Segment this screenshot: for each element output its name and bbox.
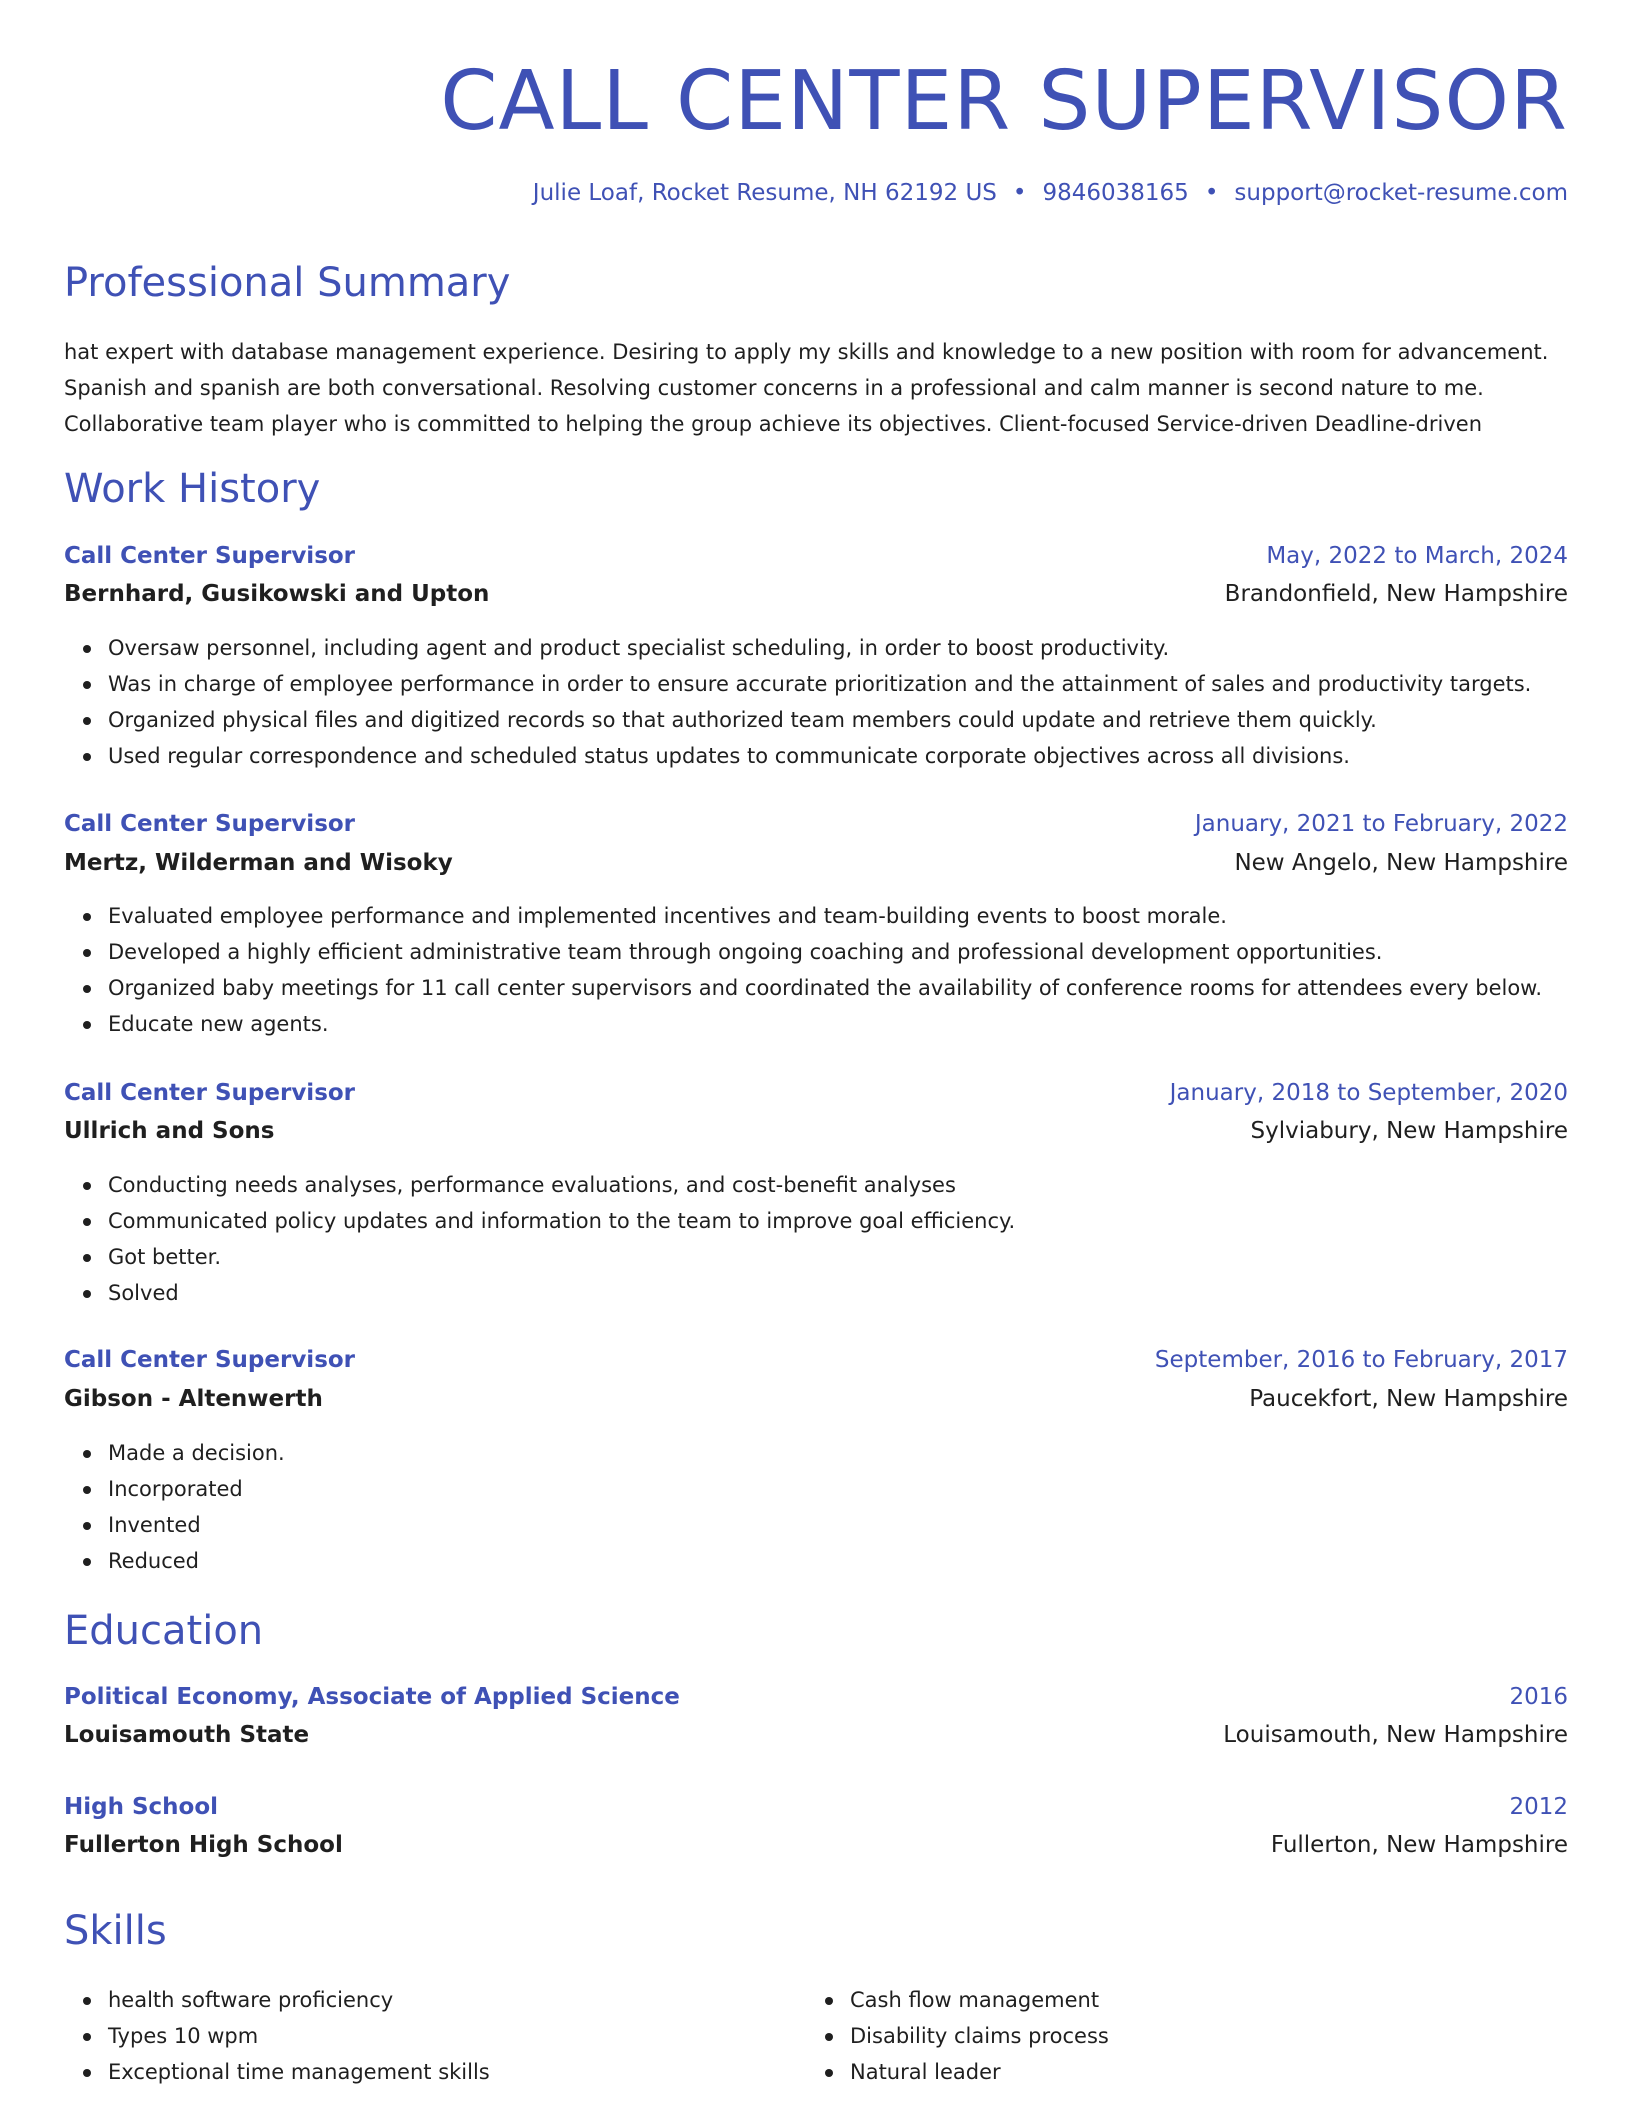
education-year: 2012 — [1509, 1794, 1568, 1820]
summary-line: Spanish and spanish are both conversational. Resolving customer concerns in a professional and calm manner is second nature to me. — [64, 376, 1484, 400]
job-dates: January, 2021 to February, 2022 — [1194, 811, 1568, 837]
list-item: Used regular correspondence and scheduled status updates to communicate corporate objectives across all divisions. — [108, 738, 1531, 774]
education-school: Louisamouth State — [64, 1722, 310, 1748]
skill-item: Types 10 wpm — [108, 2018, 490, 2054]
list-item: Solved — [108, 1275, 1015, 1311]
contact-separator: • — [1012, 180, 1027, 206]
skills-list-right — [806, 1982, 1109, 2090]
education-school: Fullerton High School — [64, 1832, 343, 1858]
list-item: Incorporated — [108, 1471, 285, 1507]
job-location: New Angelo, New Hampshire — [1234, 850, 1568, 876]
summary-line: Collaborative team player who is committed to helping the group achieve its objectives. Client-focused Service-driven Deadline-driven — [64, 412, 1483, 436]
contact-line — [533, 180, 1568, 206]
list-item: Oversaw personnel, including agent and product specialist scheduling, in order to boost productivity. — [108, 630, 1531, 666]
job-role: Call Center Supervisor — [64, 543, 356, 569]
skill-item: Exceptional time management skills — [108, 2054, 490, 2090]
section-heading-summary: Professional Summary — [64, 260, 511, 306]
job-location: Brandonfield, New Hampshire — [1224, 581, 1568, 607]
job-company: Bernhard, Gusikowski and Upton — [64, 581, 490, 607]
list-item: Got better. — [108, 1239, 1015, 1275]
section-heading-education: Education — [64, 1608, 264, 1654]
list-item: Organized baby meetings for 11 call center supervisors and coordinated the availability of conference rooms for attendees every below. — [108, 970, 1542, 1006]
list-item: Educate new agents. — [108, 1006, 1542, 1042]
list-item: Communicated policy updates and information to the team to improve goal efficiency. — [108, 1203, 1015, 1239]
skill-item: health software proficiency — [108, 1982, 490, 2018]
job-company: Ullrich and Sons — [64, 1118, 275, 1144]
list-item: Developed a highly efficient administrative team through ongoing coaching and professional development opportunities. — [108, 934, 1542, 970]
education-year: 2016 — [1509, 1684, 1568, 1710]
list-item: Made a decision. — [108, 1435, 285, 1471]
job-role: Call Center Supervisor — [64, 1347, 356, 1373]
job-bullets — [64, 1167, 1015, 1311]
skills-list-left — [64, 1982, 490, 2090]
job-dates: May, 2022 to March, 2024 — [1266, 543, 1568, 569]
list-item: Invented — [108, 1507, 285, 1543]
contact-address: Julie Loaf, Rocket Resume, NH 62192 US — [532, 180, 997, 206]
contact-email[interactable]: support@rocket-resume.com — [1234, 180, 1568, 206]
summary-line: hat expert with database management experience. Desiring to apply my skills and knowledge to a new position with room for advancement. — [64, 340, 1549, 364]
list-item: Conducting needs analyses, performance evaluations, and cost-benefit analyses — [108, 1167, 1015, 1203]
job-bullets — [64, 630, 1531, 774]
resume-title: CALL CENTER SUPERVISOR — [440, 54, 1568, 149]
section-heading-skills: Skills — [64, 1908, 167, 1954]
section-heading-work: Work History — [64, 466, 321, 512]
skill-item: Natural leader — [850, 2054, 1109, 2090]
job-dates: January, 2018 to September, 2020 — [1169, 1080, 1568, 1106]
job-company: Gibson - Altenwerth — [64, 1386, 323, 1412]
education-degree: Political Economy, Associate of Applied Science — [64, 1684, 680, 1710]
job-role: Call Center Supervisor — [64, 1080, 356, 1106]
list-item: Organized physical files and digitized records so that authorized team members could update and retrieve them quickly. — [108, 702, 1531, 738]
education-location: Fullerton, New Hampshire — [1270, 1832, 1568, 1858]
job-location: Sylviabury, New Hampshire — [1250, 1118, 1568, 1144]
job-dates: September, 2016 to February, 2017 — [1154, 1347, 1568, 1373]
job-bullets — [64, 1435, 285, 1579]
skill-item: Disability claims process — [850, 2018, 1109, 2054]
job-location: Paucekfort, New Hampshire — [1249, 1386, 1568, 1412]
list-item: Was in charge of employee performance in order to ensure accurate prioritization and the attainment of sales and productivity targets. — [108, 666, 1531, 702]
job-bullets — [64, 898, 1542, 1042]
education-location: Louisamouth, New Hampshire — [1223, 1722, 1568, 1748]
contact-phone: 9846038165 — [1042, 180, 1189, 206]
job-company: Mertz, Wilderman and Wisoky — [64, 850, 453, 876]
list-item: Reduced — [108, 1543, 285, 1579]
job-role: Call Center Supervisor — [64, 811, 356, 837]
summary-text — [64, 334, 1568, 442]
contact-separator: • — [1204, 180, 1219, 206]
skill-item: Cash flow management — [850, 1982, 1109, 2018]
list-item: Evaluated employee performance and implemented incentives and team-building events to boost morale. — [108, 898, 1542, 934]
education-degree: High School — [64, 1794, 219, 1820]
